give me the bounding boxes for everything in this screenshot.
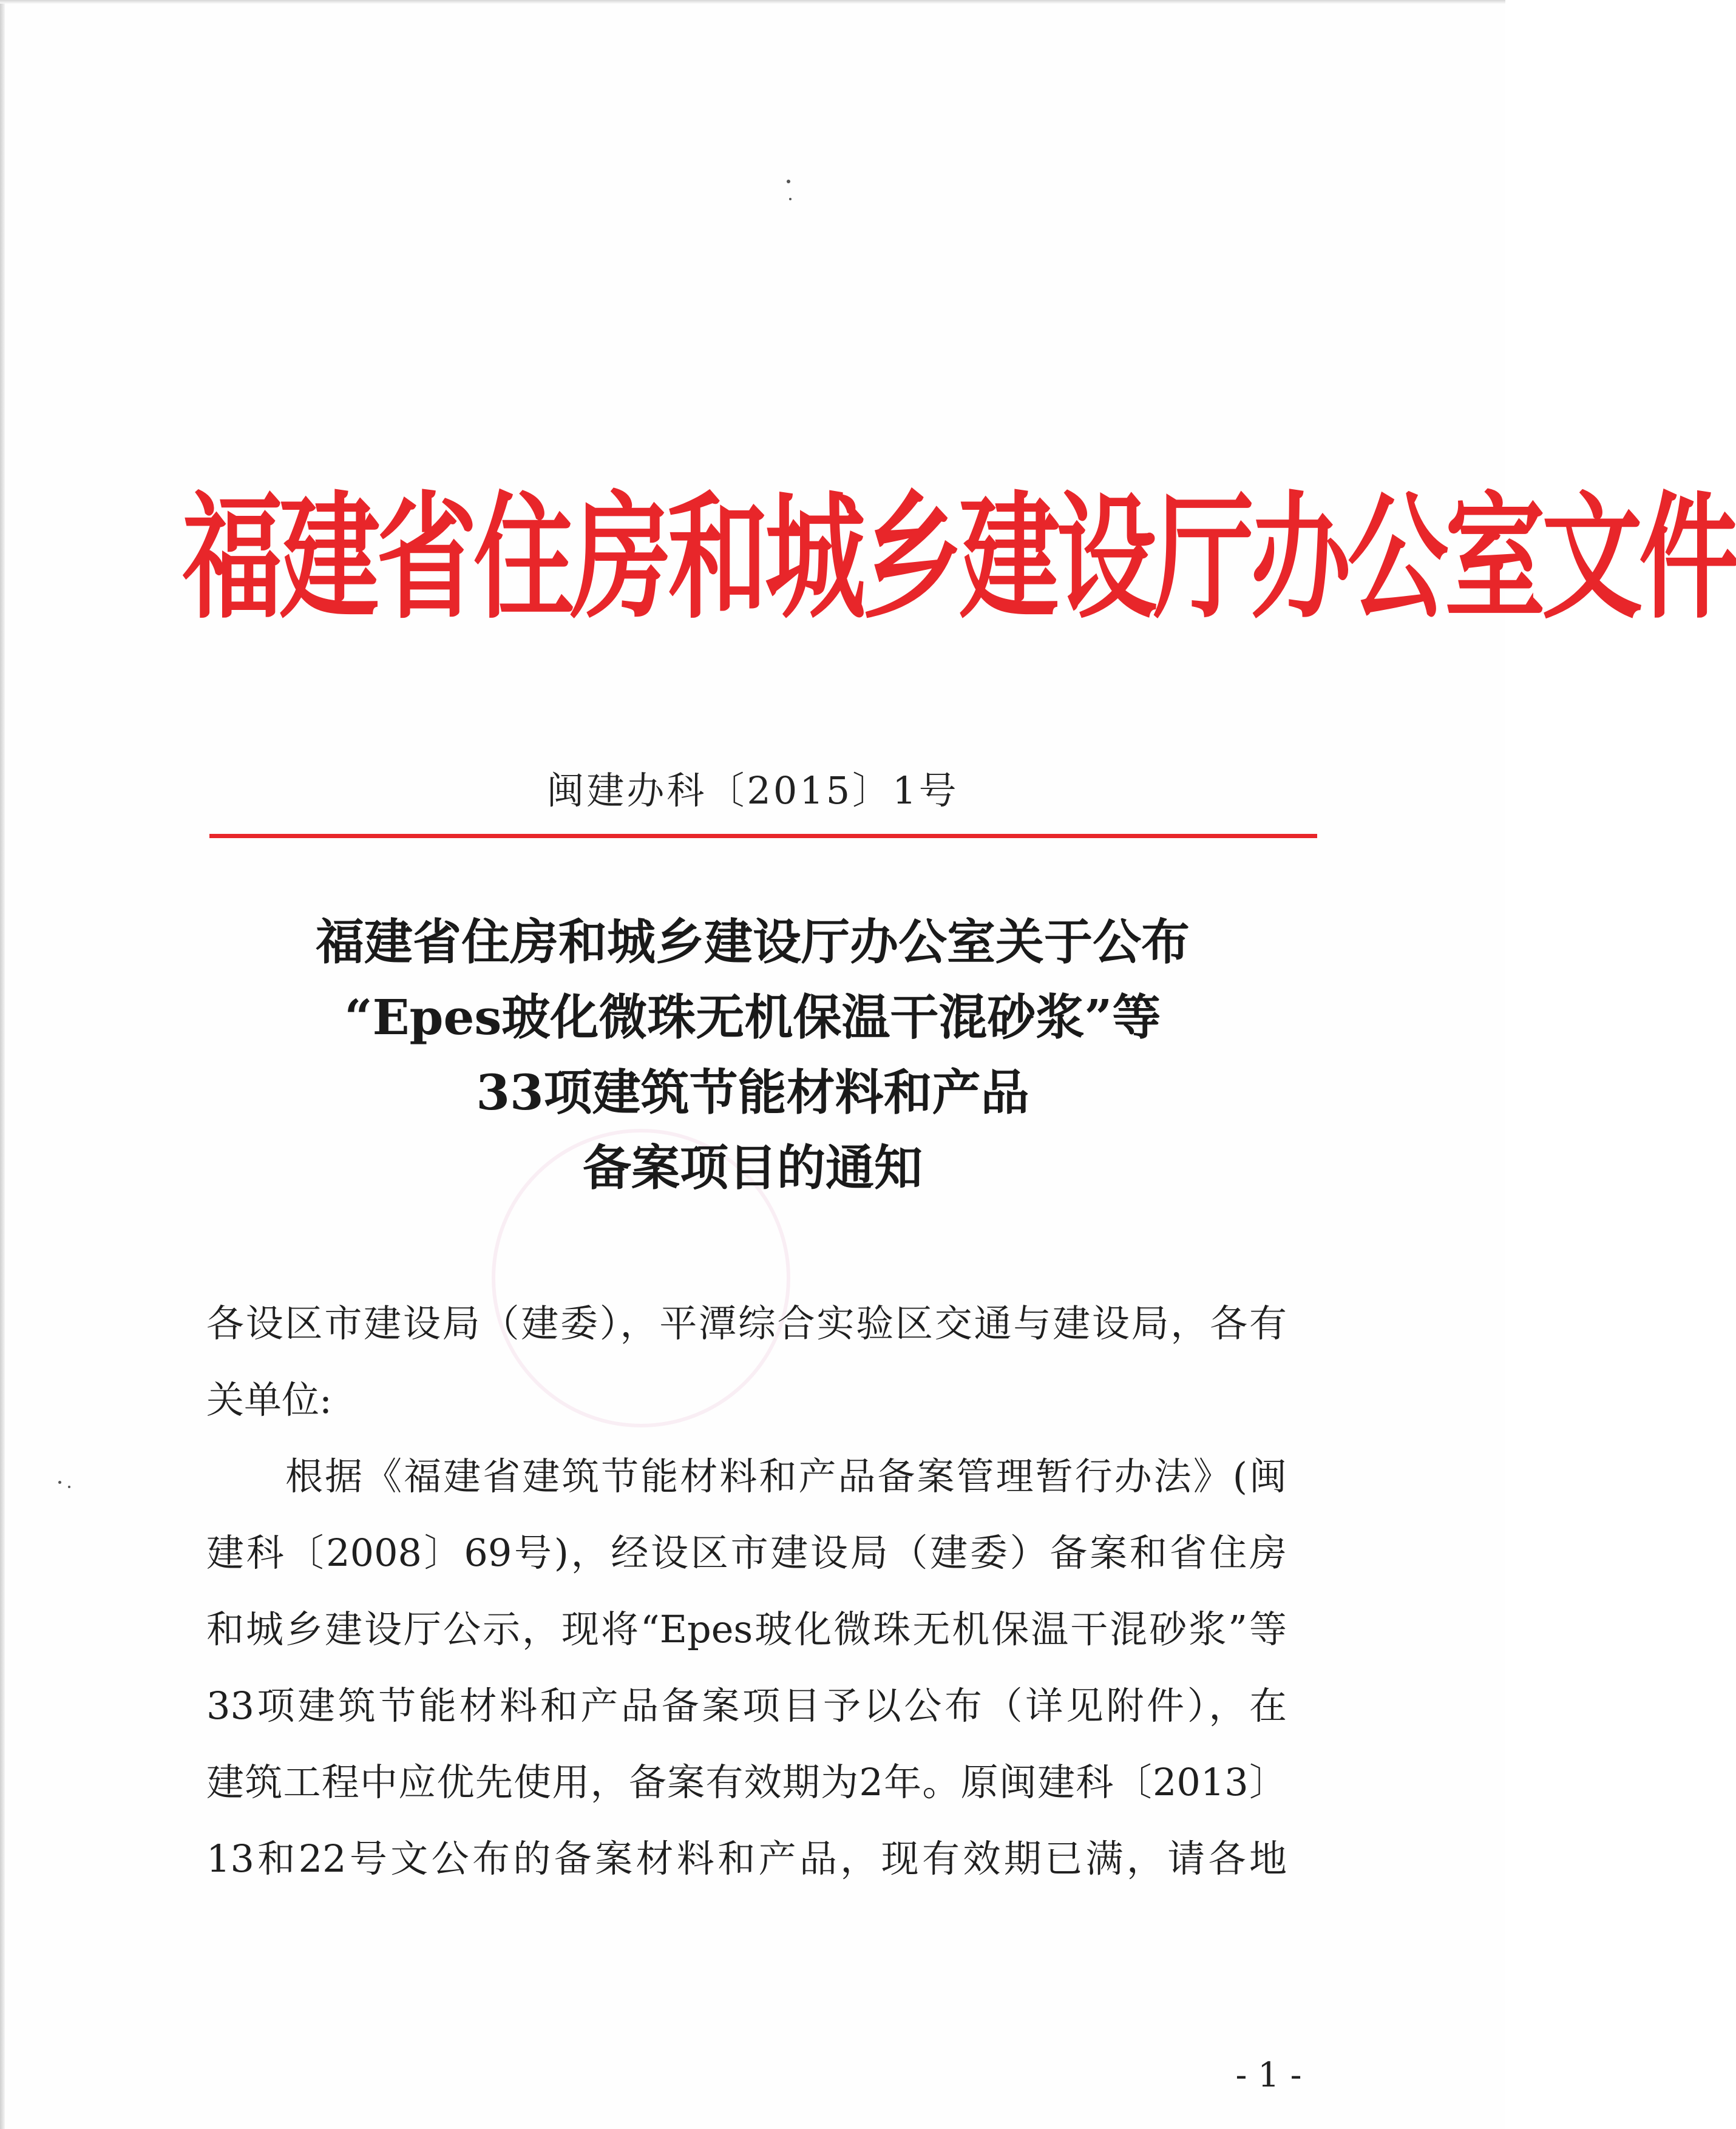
body-line: 建筑工程中应优先使用，备案有效期为2年。原闽建科〔2013〕 — [206, 1760, 1287, 1804]
document-number: 闽建办科〔2015〕1号 — [546, 768, 959, 813]
scan-speck — [787, 180, 790, 183]
body-line: 33项建筑节能材料和产品备案项目予以公布（详见附件），在 — [206, 1684, 1287, 1728]
body-line: 13和22号文公布的备案材料和产品，现有效期已满，请各地 — [206, 1836, 1287, 1881]
body-line: 和城乡建设厅公示，现将“Epes玻化微珠无机保温干混砂浆”等 — [206, 1607, 1287, 1651]
notice-title-line: 备案项目的通知 — [583, 1139, 923, 1196]
notice-title-line: 福建省住房和城乡建设厅办公室关于公布 — [316, 913, 1190, 970]
scan-speck — [58, 1481, 61, 1484]
scan-speck — [789, 198, 792, 200]
scan-edge-left — [0, 0, 5, 2129]
notice-title-line: 33项建筑节能材料和产品 — [476, 1064, 1029, 1121]
notice-title — [182, 904, 1323, 1205]
body-line: 建科〔2008〕69号)，经设区市建设局（建委）备案和省住房 — [206, 1531, 1287, 1575]
body-line: 根据《福建省建筑节能材料和产品备案管理暂行办法》(闽 — [206, 1454, 1287, 1498]
notice-title-line: “Epes玻化微珠无机保温干混砂浆”等 — [344, 989, 1161, 1046]
red-divider-rule — [209, 834, 1317, 838]
red-header-title: 福建省住房和城乡建设厅办公室文件 — [182, 478, 1736, 638]
scan-speck — [68, 1486, 70, 1488]
body-line: 关单位: — [206, 1378, 332, 1422]
body-text — [206, 1285, 1287, 1897]
scan-edge-top — [0, 0, 1505, 4]
page-number: - 1 - — [1235, 2056, 1302, 2095]
body-line: 各设区市建设局（建委），平潭综合实验区交通与建设局，各有 — [206, 1301, 1287, 1345]
